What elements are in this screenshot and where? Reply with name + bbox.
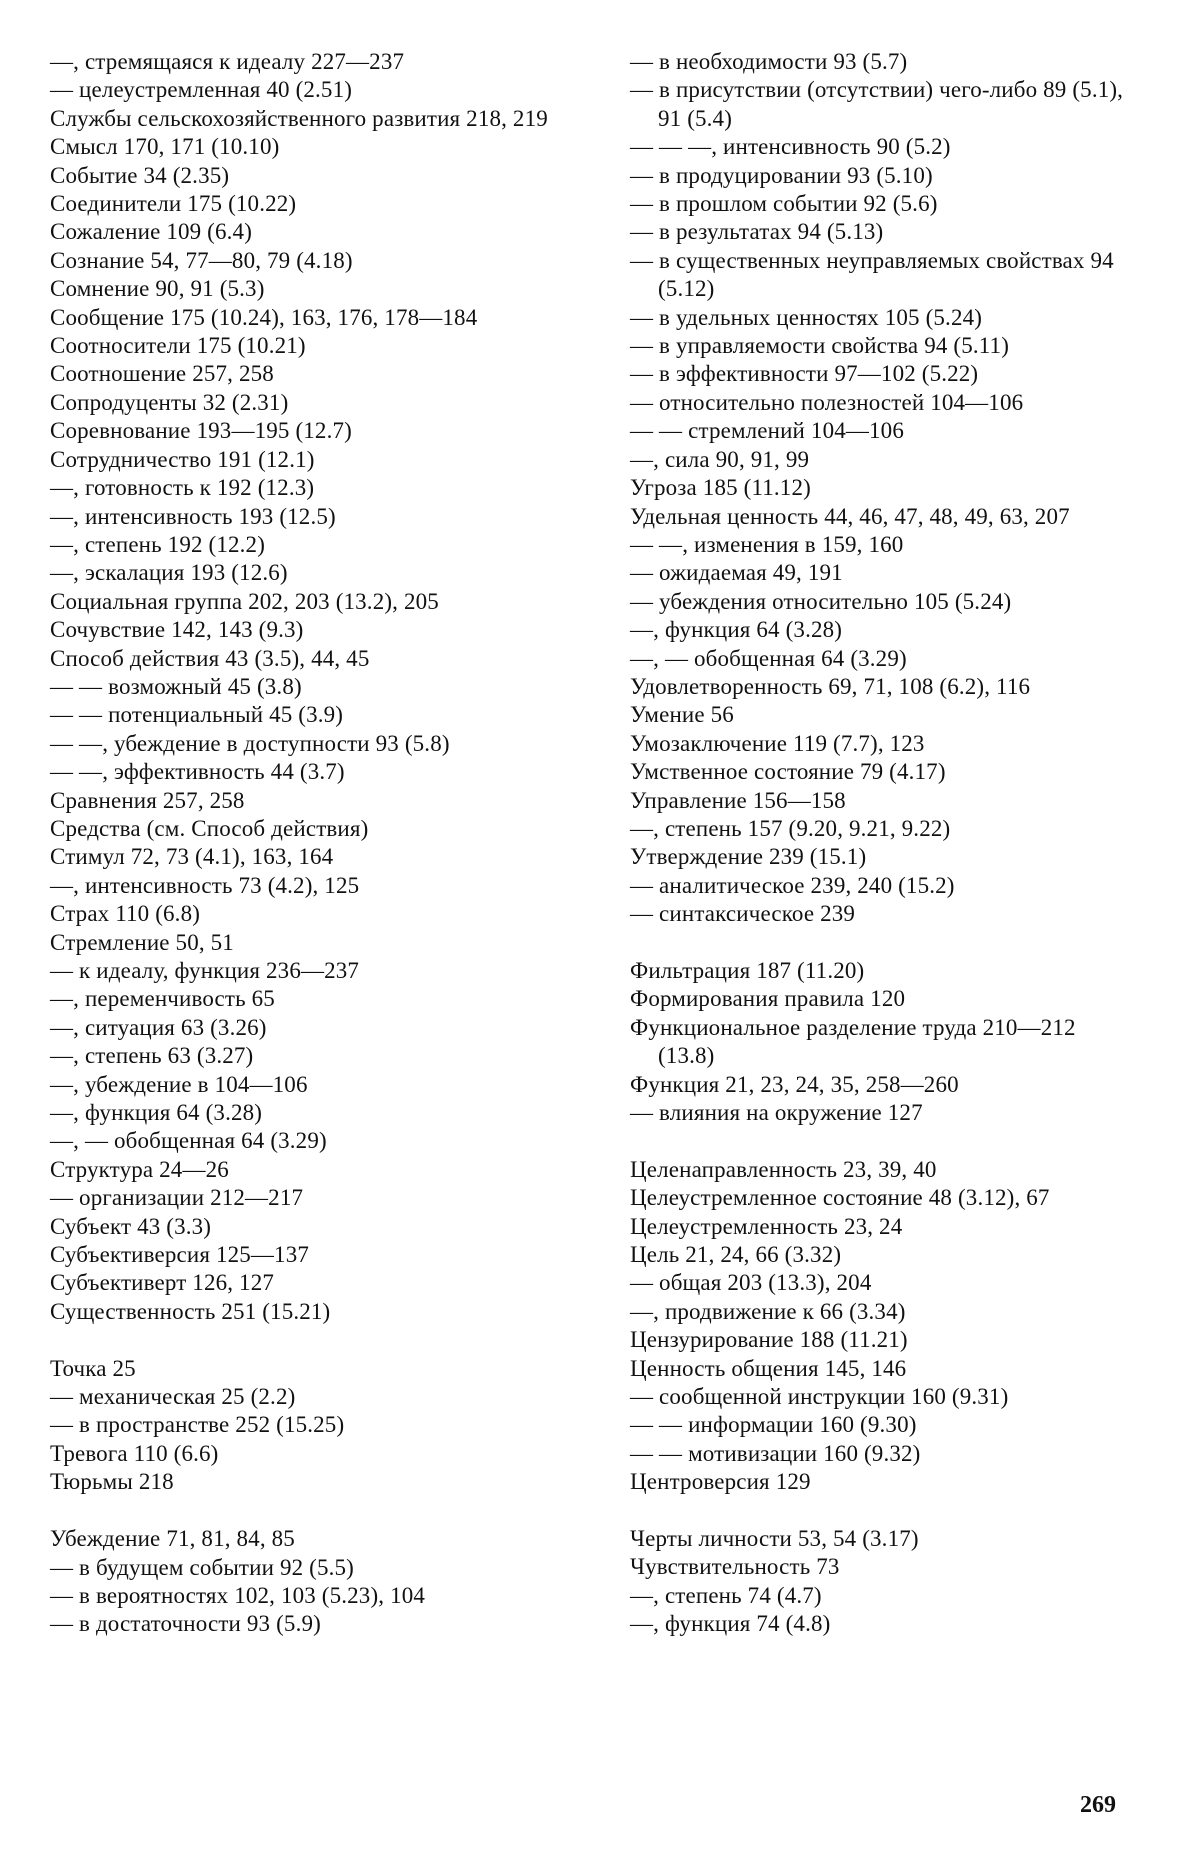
index-entry: Субъективерт 126, 127 [50,1270,275,1296]
index-entry: Сотрудничество 191 (12.1) [50,446,315,472]
index-entry: — в присутствии (отсутствии) чего-либо 89 (5.1), 91 (5.4) [630,77,1124,131]
index-entry: — в пространстве 252 (15.25) [50,1412,345,1438]
index-entry: Службы сельскохозяйственного развития 218, 219 [50,105,548,131]
index-entry: Удовлетворенность 69, 71, 108 (6.2), 116 [630,673,1031,699]
index-entry: Сопродуценты 32 (2.31) [50,389,289,415]
index-entry: — синтаксическое 239 [630,901,856,927]
index-entry: Социальная группа 202, 203 (13.2), 205 [50,588,439,614]
index-entry: — в управляемости свойства 94 (5.11) [630,333,1010,359]
index-entry: Субъективерсия 125—137 [50,1242,310,1268]
index-entry: — в эффективности 97—102 (5.22) [630,361,979,387]
index-entry: — в продуцировании 93 (5.10) [630,162,933,188]
index-entry: Сравнения 257, 258 [50,787,245,813]
index-entry: Удельная ценность 44, 46, 47, 48, 49, 63, 207 [630,503,1070,529]
index-entry: Цель 21, 24, 66 (3.32) [630,1242,842,1268]
index-entry: — — —, интенсивность 90 (5.2) [630,134,951,160]
index-entry: Формирования правила 120 [630,986,906,1012]
index-entry: — аналитическое 239, 240 (15.2) [630,872,955,898]
index-entry: — в удельных ценностях 105 (5.24) [630,304,983,330]
index-entry: Способ действия 43 (3.5), 44, 45 [50,645,370,671]
index-entry: Управление 156—158 [630,787,846,813]
index-entry: — целеустремленная 40 (2.51) [50,77,353,103]
index-entry: — — возможный 45 (3.8) [50,673,302,699]
index-entry: Тюрьмы 218 [50,1469,174,1495]
index-entry: Утверждение 239 (15.1) [630,844,867,870]
index-entry: — в прошлом событии 92 (5.6) [630,191,938,217]
index-entry: Субъект 43 (3.3) [50,1213,212,1239]
index-entry: —, степень 74 (4.7) [630,1582,822,1608]
index-entry: — относительно полезностей 104—106 [630,389,1024,415]
index-entry: Центроверсия 129 [630,1469,811,1495]
index-entry: Смысл 170, 171 (10.10) [50,134,280,160]
letter-group-separator [50,1326,570,1354]
index-entry: Стремление 50, 51 [50,929,234,955]
index-entry: — механическая 25 (2.2) [50,1384,296,1410]
index-entry: —, переменчивость 65 [50,986,275,1012]
index-entry: Фильтрация 187 (11.20) [630,957,865,983]
index-entry: Точка 25 [50,1355,136,1381]
index-entry: Функция 21, 23, 24, 35, 258—260 [630,1071,959,1097]
index-entry: Черты личности 53, 54 (3.17) [630,1526,919,1552]
index-entry: —, эскалация 193 (12.6) [50,560,288,586]
letter-group-separator [50,1497,570,1525]
index-entry: Сомнение 90, 91 (5.3) [50,276,265,302]
index-entry: Умозаключение 119 (7.7), 123 [630,730,925,756]
index-entry: — убеждения относительно 105 (5.24) [630,588,1012,614]
letter-group-separator [630,1127,1130,1155]
index-entry: — к идеалу, функция 236—237 [50,958,360,983]
index-entry: Целеустремленное состояние 48 (3.12), 67 [630,1185,1050,1211]
index-entry: Чувствительность 73 [630,1554,840,1580]
index-entry: — влияния на окружение 127 [630,1100,923,1126]
index-entry: — в достаточности 93 (5.9) [50,1611,321,1637]
index-entry: Соревнование 193—195 (12.7) [50,418,352,444]
index-entry: — —, убеждение в доступности 93 (5.8) [50,730,450,756]
index-entry: —, степень 63 (3.27) [50,1043,254,1069]
index-column-right [630,48,1130,1639]
index-entry: —, стремящаяся к идеалу 227—237 [50,49,405,74]
index-entry: — в вероятностях 102, 103 (5.23), 104 [50,1582,426,1608]
index-entry: Сожаление 109 (6.4) [50,219,252,245]
index-entry: Ценность общения 145, 146 [630,1355,907,1381]
index-entry: Стимул 72, 73 (4.1), 163, 164 [50,844,334,870]
index-entry: —, функция 64 (3.28) [630,617,843,643]
index-entry: — в существенных неуправляемых свойствах 94 (5.12) [630,247,1114,302]
index-entry: —, готовность к 192 (12.3) [50,475,315,501]
index-entry: Целеустремленность 23, 24 [630,1213,903,1239]
index-entry: Цензурирование 188 (11.21) [630,1327,908,1353]
index-entry: Событие 34 (2.35) [50,162,230,188]
index-entry: —, убеждение в 104—106 [50,1071,308,1097]
index-entry: — — потенциальный 45 (3.9) [50,702,344,728]
index-column-left [50,48,570,1639]
letter-group-separator [630,929,1130,957]
index-entry: —, — обобщенная 64 (3.29) [630,645,907,671]
index-entry: Убеждение 71, 81, 84, 85 [50,1526,295,1552]
index-entry: Умственное состояние 79 (4.17) [630,759,946,785]
index-entry: Угроза 185 (11.12) [630,475,811,501]
index-entry: Целенаправленность 23, 39, 40 [630,1156,937,1182]
index-entry: Страх 110 (6.8) [50,901,201,927]
index-entry: — организации 212—217 [50,1185,304,1211]
index-entry: —, функция 64 (3.28) [50,1100,263,1126]
index-entry: Функциональное разделение труда 210—212 (13.8) [630,1014,1076,1069]
index-entry: Тревога 110 (6.6) [50,1440,219,1466]
index-entry: —, интенсивность 193 (12.5) [50,503,336,529]
index-entry: Умение 56 [630,702,734,728]
index-entry: — общая 203 (13.3), 204 [630,1270,872,1296]
index-entry: Существенность 251 (15.21) [50,1298,331,1324]
index-entry: Средства (см. Способ действия) [50,815,369,841]
index-entry: — в необходимости 93 (5.7) [630,49,908,74]
index-entry: — —, изменения в 159, 160 [630,531,904,557]
index-entry: —, продвижение к 66 (3.34) [630,1298,906,1324]
index-entry: Сочувствие 142, 143 (9.3) [50,617,304,643]
index-entry: — —, эффективность 44 (3.7) [50,759,345,785]
index-entry: — ожидаемая 49, 191 [630,560,843,586]
letter-group-separator [630,1497,1130,1525]
index-entry: —, ситуация 63 (3.26) [50,1014,267,1040]
index-entry: — — информации 160 (9.30) [630,1412,917,1438]
index-entry: — в будущем событии 92 (5.5) [50,1554,354,1580]
index-entry: —, функция 74 (4.8) [630,1611,831,1637]
index-entry: —, интенсивность 73 (4.2), 125 [50,872,360,898]
index-entry: —, сила 90, 91, 99 [630,446,810,472]
index-entry: Соотношение 257, 258 [50,361,274,387]
page-number: 269 [1080,1792,1116,1818]
index-entry: Сознание 54, 77—80, 79 (4.18) [50,247,353,273]
index-entry: Соотносители 175 (10.21) [50,333,306,359]
index-entry: —, степень 192 (12.2) [50,531,266,557]
index-entry: — в результатах 94 (5.13) [630,219,884,245]
index-entry: — — мотивизации 160 (9.32) [630,1440,921,1466]
index-entry: Структура 24—26 [50,1156,229,1182]
index-entry: — сообщенной инструкции 160 (9.31) [630,1384,1009,1410]
index-entry: Сообщение 175 (10.24), 163, 176, 178—184 [50,304,478,330]
index-entry: —, степень 157 (9.20, 9.21, 9.22) [630,815,951,841]
index-entry: —, — обобщенная 64 (3.29) [50,1128,327,1154]
index-entry: Соединители 175 (10.22) [50,191,297,217]
index-entry: — — стремлений 104—106 [630,418,904,444]
